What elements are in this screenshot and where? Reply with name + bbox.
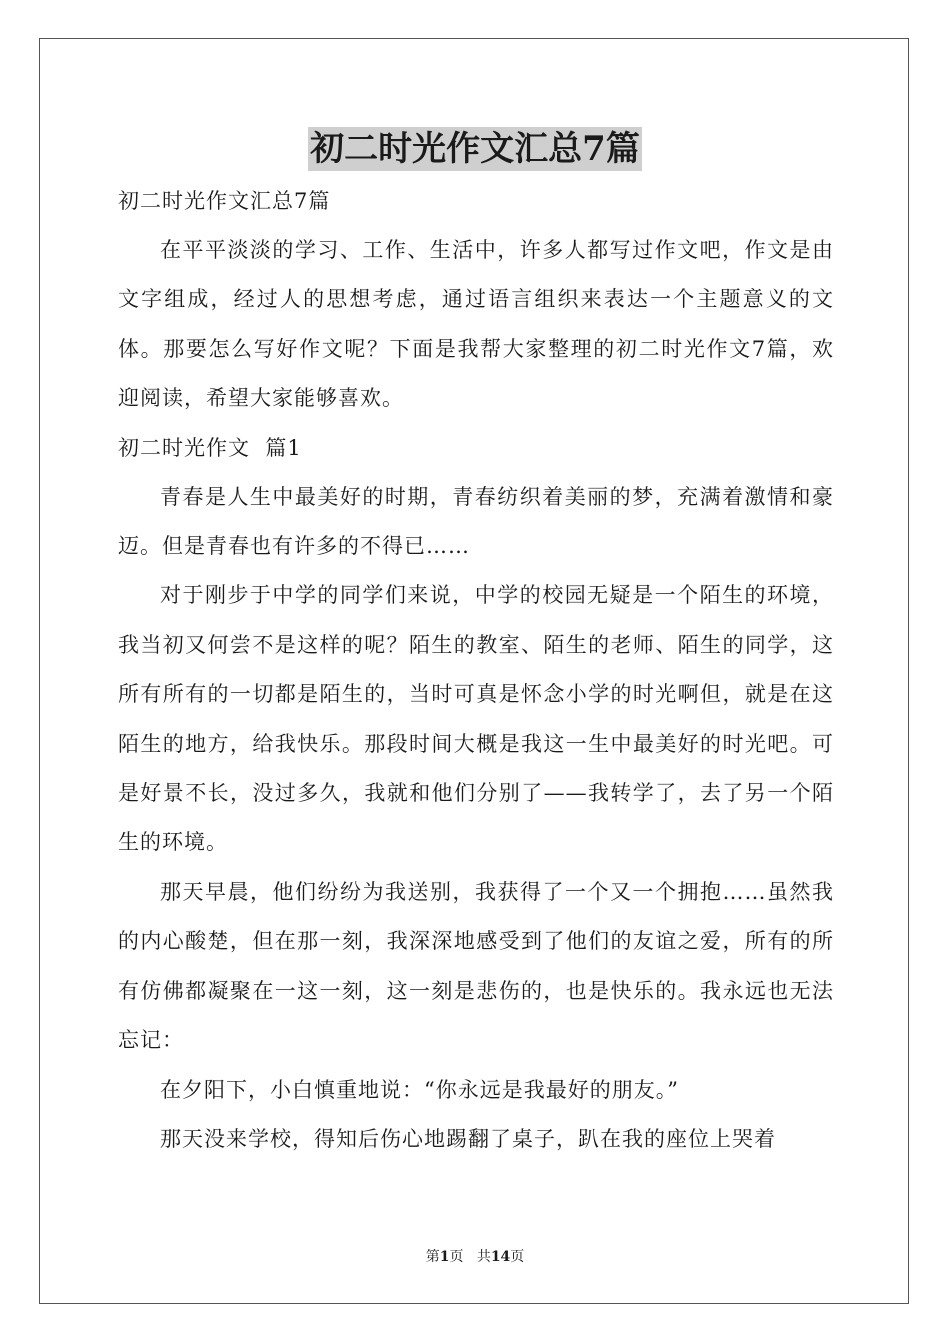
page-footer	[0, 1247, 950, 1267]
page-label-prefix: 第	[425, 1249, 440, 1265]
total-prefix: 共	[476, 1249, 491, 1265]
page-label-suffix: 页	[449, 1249, 464, 1265]
body-paragraph-3: 那天早晨，他们纷纷为我送别，我获得了一个又一个拥抱……虽然我的内心酸楚，但在那一刻，我深深地感受到了他们的友谊之爱，所有的所有仿佛都凝聚在一这一刻，这一刻是悲伤的，也是快乐的。我永远也无法忘记：	[118, 879, 834, 1053]
title-container	[0, 127, 950, 171]
body-paragraph-4: 在夕阳下，小白慎重地说：“你永远是我最好的朋友。”	[160, 1077, 679, 1102]
total-pages: 14	[490, 1249, 511, 1265]
body-paragraph-2: 对于刚步于中学的同学们来说，中学的校园无疑是一个陌生的环境，我当初又何尝不是这样的呢？陌生的教室、陌生的老师、陌生的同学，这所有所有的一切都是陌生的，当时可真是怀念小学的时光啊但，就是在这陌生的地方，给我快乐。那段时间大概是我这一生中最美好的时光吧。可是好景不长，没过多久，我就和他们分别了——我转学了，去了另一个陌生的环境。	[118, 583, 834, 855]
document-subtitle: 初二时光作文汇总7篇	[118, 189, 331, 213]
intro-paragraph: 在平平淡淡的学习、工作、生活中，许多人都写过作文吧，作文是由文字组成，经过人的思想考虑，通过语言组织来表达一个主题意义的文体。那要怎么写好作文呢？下面是我帮大家整理的初二时光作文7篇，欢迎阅读，希望大家能够喜欢。	[118, 238, 834, 411]
total-suffix: 页	[510, 1249, 525, 1265]
page-number: 1	[439, 1249, 450, 1265]
document-title: 初二时光作文汇总7篇	[310, 129, 640, 169]
body-paragraph-5: 那天没来学校，得知后伤心地踢翻了桌子，趴在我的座位上哭着	[160, 1126, 776, 1151]
section-heading: 初二时光作文 篇1	[118, 435, 302, 460]
document-body	[118, 177, 834, 1164]
body-paragraph-1: 青春是人生中最美好的时期，青春纺织着美丽的梦，充满着激情和豪迈。但是青春也有许多的不得已……	[118, 484, 834, 559]
